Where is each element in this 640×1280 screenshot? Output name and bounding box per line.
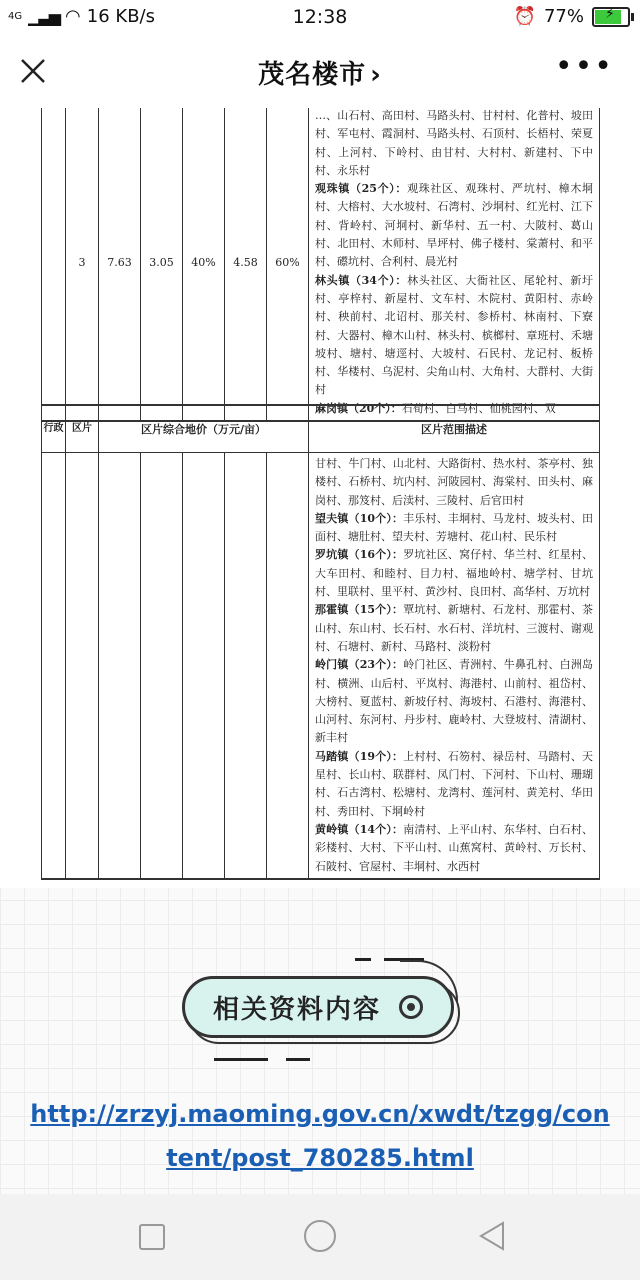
price-cell: 3.05 — [141, 108, 183, 421]
town-label: 林头镇（34个）： — [315, 273, 408, 287]
table-row — [42, 108, 600, 421]
status-right — [514, 6, 630, 27]
back-triangle-icon[interactable] — [478, 1220, 506, 1252]
header-zone: 区片 — [66, 405, 99, 453]
table-cell — [225, 453, 267, 879]
content-area — [0, 108, 640, 1194]
description-text: 观珠社区、观珠村、严坑村、樟木垌村、大榕村、大水坡村、石湾村、沙垌村、红光村、江下村、背岭村、河垌村、新华村、五一村、大陂村、葛山村、北田村、木师村、旱坪村、佛子楼村、棠萧村、和平村、礤坑村、合利村、晨光村 — [315, 182, 593, 269]
description-text: 石荀村、白马村、仙桃园村、双 — [401, 401, 556, 415]
header-description: 区片范围描述 — [309, 405, 600, 453]
town-label: 望夫镇（10个）： — [315, 511, 404, 525]
town-label: 麻岗镇（20个）： — [315, 401, 402, 415]
table-cell — [267, 453, 309, 879]
description-cell — [309, 453, 600, 879]
target-icon — [399, 995, 423, 1019]
price-cell: 7.63 — [99, 108, 141, 421]
nav-bar — [0, 34, 640, 109]
description-text: 林头社区、大衙社区、尾轮村、新圩村、亭梓村、新屋村、文车村、木院村、黄阳村、赤岭村、秧前村、北诏村、那关村、参桥村、林南村、下寮村、大器村、樟木山村、林头村、槟榔村、章班村、禾塘坡村、塘村、塘逕村、大坡村、石民村、龙记村、板桥村、华楼村、乌泥村、尖角山村、大角村、大群村、大街村 — [315, 273, 593, 397]
town-label: 那霍镇（15个）： — [315, 603, 404, 617]
table-cell — [183, 453, 225, 879]
description-text: 覃坑村、新塘村、石龙村、那霍村、茶山村、东山村、长石村、水石村、洋坑村、三渡村、谢观村、石塘村、新村、马路村、淡粉村 — [315, 603, 593, 653]
percent-cell: 40% — [183, 108, 225, 421]
network-type: 4G — [8, 11, 23, 22]
alarm-icon: ⏰ — [513, 6, 536, 27]
header-price: 区片综合地价（万元/亩） — [99, 405, 309, 453]
charging-icon: ⚡ — [605, 5, 615, 22]
decor-line — [214, 1058, 268, 1061]
home-circle-icon[interactable] — [304, 1220, 336, 1252]
table-cell — [66, 453, 99, 879]
town-label: 罗坑镇（16个）： — [315, 548, 404, 562]
system-nav-bar — [0, 1194, 640, 1280]
town-label: 岭门镇（23个）： — [315, 658, 404, 672]
description-text: 甘村、牛门村、山北村、大路街村、热水村、茶亭村、独楼村、石桥村、坑内村、河陂园村、海棠村、田头村、麻岗村、那笈村、后渎村、三陵村、后官田村 — [315, 457, 593, 507]
network-speed: 16 KB/s — [86, 6, 155, 27]
more-icon[interactable]: ••• — [554, 49, 614, 84]
table-header-row — [42, 405, 600, 453]
zone-cell: 3 — [66, 108, 99, 421]
town-label: 马踏镇（19个）： — [315, 749, 404, 763]
table-cell — [141, 453, 183, 879]
description-cell — [309, 108, 600, 421]
description-text: …、山石村、高田村、马路头村、甘村村、化普村、坡田村、军屯村、霞洞村、马路头村、石顶村、长梧村、荣夏村、上河村、下岭村、由甘村、大村村、新建村、下中村、永乐村 — [315, 109, 593, 177]
table-cell — [42, 453, 66, 879]
table-cell — [42, 108, 66, 421]
table-row — [42, 453, 600, 879]
related-content-button[interactable] — [182, 976, 458, 1042]
battery-percent: 77% — [543, 6, 584, 27]
description-text: 岭门社区、青洲村、牛鼻孔村、白洲岛村、横洲、山后村、平岚村、海港村、山前村、祖岱村、大榜村、夏蓝村、新坡仔村、海坡村、石港村、海港村、山河村、东河村、丹步村、鹿岭村、大登坡村、清湖村、新丰村 — [315, 658, 593, 745]
decor-line — [355, 958, 371, 961]
description-text: 上村村、石笏村、禄岳村、马踏村、天星村、长山村、联群村、凤门村、下河村、下山村、珊瑚村、石古湾村、松塘村、龙湾村、莲河村、黄羌村、华田村、秀田村、下垌岭村 — [315, 749, 593, 818]
related-label: 相关资料内容 — [212, 994, 381, 1025]
percent-cell: 60% — [267, 108, 309, 421]
description-text: 丰乐村、丰垌村、马龙村、坡头村、田面村、塘肚村、望夫村、芳塘村、花山村、民乐村 — [315, 511, 593, 544]
clock: 12:38 — [292, 6, 348, 28]
square-nav-icon[interactable] — [139, 1224, 165, 1250]
description-text: 罗坑社区、窝仔村、华兰村、红星村、大车田村、和睦村、目力村、福地岭村、塘学村、甘坑村、里联村、里平村、黄沙村、良田村、高华村、万坑村 — [315, 548, 593, 599]
header-admin: 行政 — [42, 405, 66, 453]
town-label: 黄岭镇（14个）： — [315, 822, 404, 836]
wifi-icon: ◠ — [65, 6, 81, 27]
signal-icon: ▁▃▅ — [28, 7, 60, 26]
page-title[interactable] — [0, 49, 640, 91]
land-price-table-bottom — [41, 401, 600, 880]
battery-icon — [592, 7, 630, 27]
land-price-table-top — [41, 108, 600, 422]
chevron-right-icon: › — [370, 60, 382, 90]
price-cell: 4.58 — [225, 108, 267, 421]
page-title-text: 茂名楼市 — [258, 60, 367, 90]
status-bar — [0, 0, 640, 34]
document-image — [0, 108, 640, 888]
related-button-face[interactable] — [182, 976, 454, 1038]
town-label: 观珠镇（25个）： — [315, 182, 408, 196]
source-link[interactable]: http://zrzyj.maoming.gov.cn/xwdt/tzgg/content/post_780285.html — [30, 1100, 610, 1172]
decor-line — [286, 1058, 310, 1061]
table-cell — [99, 453, 141, 879]
description-text: 南清村、上平山村、东华村、白石村、彩楼村、大村、下平山村、山蕉窝村、黄岭村、万长村、石陂村、官屋村、丰垌村、水西村 — [315, 822, 593, 873]
